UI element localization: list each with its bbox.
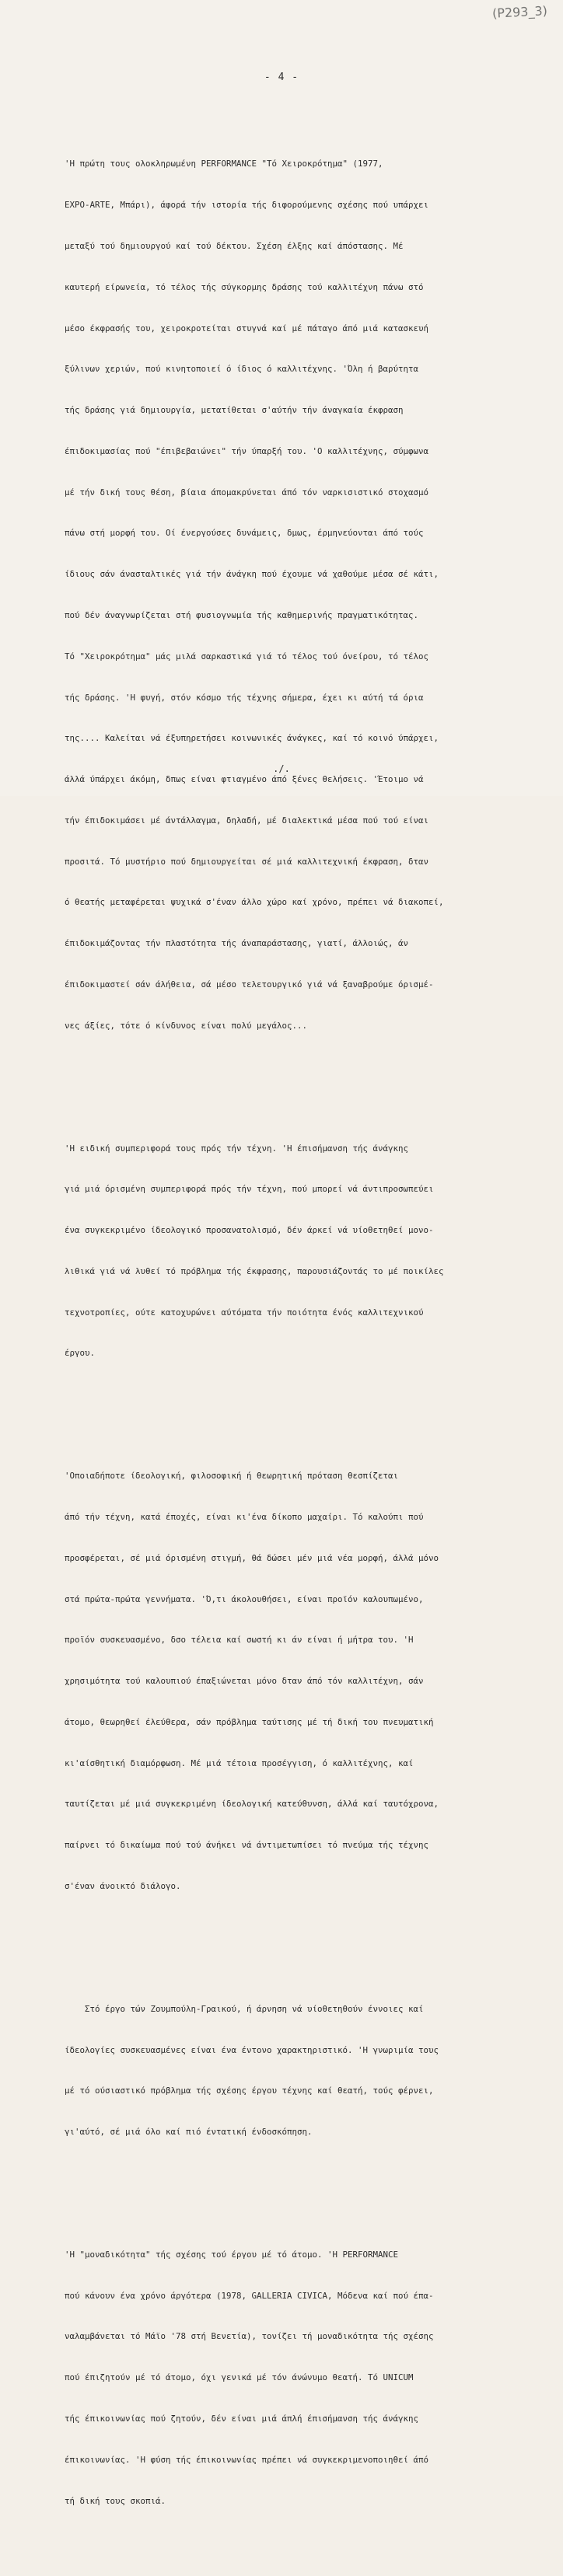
paragraph-line: ταυτίζεται μέ μιά συγκεκριμένη ίδεολογική κατεύθυνση, άλλά καί ταυτόχρονα, <box>65 1799 439 1810</box>
paragraph-line: ένα συγκεκριμένο ίδεολογικό προσανατολισμό, δέν άρκεί νά υίοθετηθεί μονο- <box>65 1225 434 1236</box>
paragraph-line: έπιδοκιμαστεί σάν άλήθεια, σά μέσο τελετουργικό γιά νά ξαναβρούμε όρισμέ- <box>65 979 434 990</box>
paragraph-line: έπιδοκιμάζοντας τήν πλαστότητα τής άναπαράστασης, γιατί, άλλοιώς, άν <box>65 938 409 949</box>
paragraph-line: έπιδοκιμασίας πού "έπιβεβαιώνει" τήν ύπαρξή του. 'Ο καλλιτέχνης, σύμφωνα <box>65 445 429 456</box>
paragraph-line: τής δράσης. 'Η φυγή, στόν κόσμο τής τέχνης σήμερα, έχει κι αύτή τά όρια <box>65 692 424 703</box>
paragraph-line: Στό έργο τών Ζουμπούλη-Γραικού, ή άρνηση νά υίοθετηθούν έννοιες καί <box>65 2003 424 2014</box>
paragraph-line: πού δέν άναγνωρίζεται στή φυσιογνωμία τής καθημερινής πραγματικότητας. <box>65 609 419 620</box>
paragraph-line: μεταξύ τού δημιουργού καί τού δέκτου. Σχέση έλξης καί άπόστασης. Μέ <box>65 240 404 251</box>
paragraph-line: παίρνει τό δικαίωμα πού τού άνήκει νά άντιμετωπίσει τό πνεύμα τής τέχνης <box>65 1840 429 1851</box>
paragraph-line: τεχνοτροπίες, ούτε κατοχυρώνει αύτόματα τήν ποιότητα ένός καλλιτεχνικού <box>65 1307 424 1318</box>
paragraph-line: μέ τήν δική τους θέση, βίαια άπομακρύνεται άπό τόν ναρκισιστικό στοχασμό <box>65 487 429 497</box>
paragraph-line: τή δική τους σκοπιά. <box>65 2495 166 2506</box>
paragraph-line: πού κάνουν ένα χρόνο άργότερα (1978, GALLERIA CIVICA, Μόδενα καί πού έπα- <box>65 2290 434 2301</box>
paragraph-line: πάνω στή μορφή του. Οί ένεργούσες δυνάμεις, δμως, έρμηνεύονται άπό τούς <box>65 528 424 539</box>
paragraph-line: λιθικά γιά νά λυθεί τό πρόβλημα τής έκφρασης, παρουσιάζοντάς το μέ ποικίλες <box>65 1265 444 1276</box>
paragraph-line: άτομο, θεωρηθεί έλεύθερα, σάν πρόβλημα ταύτισης μέ τή δική του πνευματική <box>65 1716 434 1727</box>
paragraph-line: ό θεατής μεταφέρεται ψυχικά σ'έναν άλλο χώρο καί χρόνο, πρέπει νά διακοπεί, <box>65 897 444 908</box>
paragraph-line: άπό τήν τέχνη, κατά έποχές, είναι κι'ένα δίκοπο μαχαίρι. Τό καλούπι πού <box>65 1511 424 1522</box>
paragraph-line: καυτερή είρωνεία, τό τέλος τής σύγκορμης δράσης τού καλλιτέχνη πάνω στό <box>65 281 424 292</box>
paragraph-line: ίδεολογίες συσκευασμένες είναι ένα έντονο χαρακτηριστικό. 'Η γνωριμία τους <box>65 2044 439 2055</box>
paragraph-line: τής δράσης γιά δημιουργία, μετατίθεται σ'αύτήν τήν άναγκαία έκφραση <box>65 405 404 416</box>
paragraph-line: 'Η ειδική συμπεριφορά τους πρός τήν τέχνη. 'Η έπισήμανση τής άνάγκης <box>65 1143 409 1154</box>
archive-note: (P293_3) <box>491 3 548 21</box>
paragraph-line: προϊόν συσκευασμένο, δσο τέλεια καί σωστή κι άν είναι ή μήτρα του. 'Η <box>65 1635 414 1646</box>
page-number: - 4 - <box>264 72 299 83</box>
paragraph-line: γι'αύτό, σέ μιά όλο καί πιό έντατική ένδοσκόπηση. <box>65 2127 313 2138</box>
paragraph-line: προσφέρεται, σέ μιά όρισμένη στιγμή, θά δώσει μέν μιά νέα μορφή, άλλά μόνο <box>65 1552 439 1563</box>
paragraph-line: EXPO-ARTE, Μπάρι), άφορά τήν ιστορία τής διφορούμενης σχέσης πού υπάρχει <box>65 200 429 211</box>
paragraph-line: νες άξίες, τότε ό κίνδυνος είναι πολύ μεγάλος... <box>65 1020 308 1031</box>
paragraph-line: ξύλινων χεριών, πού κινητοποιεί ό ίδιος ό καλλιτέχνης. 'Όλη ή βαρύτητα <box>65 364 419 375</box>
paragraph-line: μέσο έκφρασής του, χειροκροτείται στυγνά καί μέ πάταγο άπό μιά κατασκευή <box>65 323 429 333</box>
paragraph-line: 'Η "μοναδικότητα" τής σχέσης τού έργου μέ τό άτομο. 'Η PERFORMANCE <box>65 2249 399 2260</box>
footer-mark: ./. <box>273 763 290 774</box>
paragraph-line: πού έπιζητούν μέ τό άτομο, όχι γενικά μέ τόν άνώνυμο θεατή. Τό UNICUM <box>65 2372 414 2383</box>
paragraph-line: μέ τό ούσιαστικό πρόβλημα τής σχέσης έργου τέχνης καί θεατή, τούς φέρνει, <box>65 2086 434 2096</box>
paragraph-line: σ'έναν άνοικτό διάλογο. <box>65 1881 181 1891</box>
paragraph-line: 'Η πρώτη τους ολοκληρωμένη PERFORMANCE "Τό Χειροκρότημα" (1977, <box>65 159 383 169</box>
paragraph-line: γιά μιά όρισμένη συμπεριφορά πρός τήν τέχνη, πού μπορεί νά άντιπροσωπεύει <box>65 1184 434 1195</box>
paragraph-line: χρησιμότητα τού καλουπιού έπαξιώνεται μόνο δταν άπό τόν καλλιτέχνη, σάν <box>65 1676 424 1687</box>
paragraph-line: 'Οποιαδήποτε ίδεολογική, φιλοσοφική ή θεωρητική πρόταση θεσπίζεται <box>65 1471 399 1482</box>
paragraph-3 <box>65 1442 516 1921</box>
paragraph-line: ναλαμβάνεται τό Μάϊο '78 στή Βενετία), τονίζει τή μοναδικότητα τής σχέσης <box>65 2331 434 2342</box>
paragraph-line: τήν έπιδοκιμάσει μέ άντάλλαγμα, δηλαδή, μέ διαλεκτικά μέσα πού τού είναι <box>65 815 429 826</box>
paragraph-1 <box>65 130 516 1059</box>
paragraph-5 <box>65 2221 516 2536</box>
paragraph-line: κι'αίσθητική διαμόρφωση. Μέ μιά τέτοια προσέγγιση, ό καλλιτέχνης, καί <box>65 1757 414 1768</box>
paragraph-line: έργου. <box>65 1348 96 1359</box>
paragraph-line: της.... Καλείται νά έξυπηρετήσει κοινωνικές άνάγκες, καί τό κοινό ύπάρχει, <box>65 733 439 744</box>
paragraph-line: Τό "Χειροκρότημα" μάς μιλά σαρκαστικά γιά τό τέλος τού όνείρου, τό τέλος <box>65 651 429 661</box>
paragraph-2 <box>65 1114 516 1387</box>
paragraph-line: ίδιους σάν άνασταλτικές γιά τήν άνάγκη πού έχουμε νά χαθούμε μέσα σέ κάτι, <box>65 569 439 580</box>
paragraph-line: έπικοινωνίας. 'Η φύση τής έπικοινωνίας πρέπει νά συγκεκριμενοποιηθεί άπό <box>65 2454 429 2465</box>
paragraph-line: προσιτά. Τό μυστήριο πού δημιουργείται σέ μιά καλλιτεχνική έκφραση, δταν <box>65 856 429 867</box>
paragraph-line: τής έπικοινωνίας πού ζητούν, δέν είναι μιά άπλή έπισήμανση τής άνάγκης <box>65 2413 419 2424</box>
paragraph-line: άλλά ύπάρχει άκόμη, δπως είναι φτιαγμένο άπό ξένες θελήσεις. 'Έτοιμο νά <box>65 774 424 785</box>
paragraph-4 <box>65 1975 516 2166</box>
document-body <box>65 103 516 2576</box>
paragraph-line: στά πρώτα-πρώτα γεννήματα. 'Ό,τι άκολουθήσει, είναι προϊόν καλουπωμένο, <box>65 1593 424 1604</box>
